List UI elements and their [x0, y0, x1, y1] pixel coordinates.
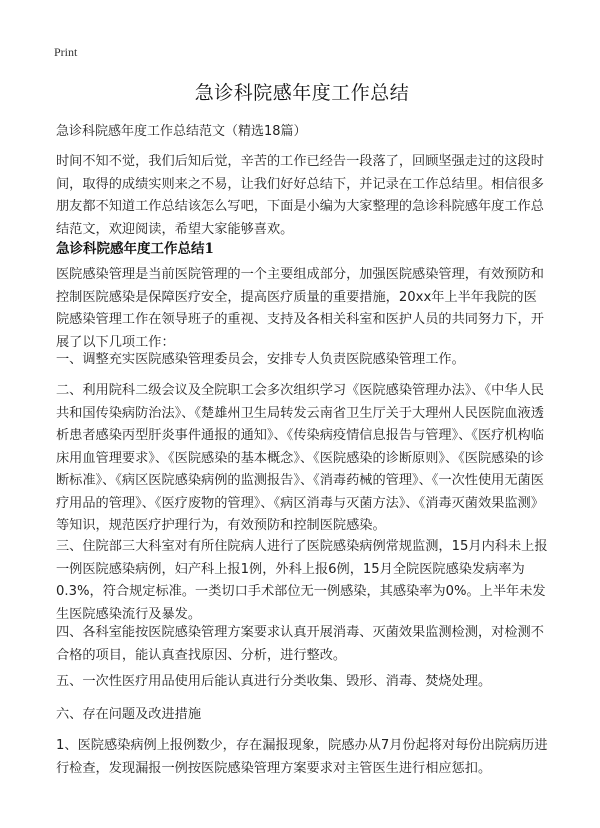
document-title: 急诊科院感年度工作总结	[194, 82, 410, 104]
paragraph-item-6-1: 1、医院感染病例上报例数少，存在漏报现象，院感办从7月份起将对每份出院病历进行检查，发现漏报一例按医院感染管理方案要求对主管医生进行相应惩扣。	[56, 738, 548, 776]
paragraph-item-2: 二、利用院科二级会议及全院职工会多次组织学习《医院感染管理办法》、《中华人民共和国传染病防治法》、《楚雄州卫生局转发云南省卫生厅关于大理州人民医院血液透析患者感染丙型肝炎事件通报的通知》、《传染病疫情信息报告与管理》、《医疗机构临床用血管理要求》、《医院感染的基本概念》、《医院感染的诊断原则》、《医院感染的诊断标准》、《病区医院感染病例的监测报告》、《消毒药械的管理》、《一次性使用无菌医疗用品的管理》、《医疗废物的管理》、《病区消毒与灭菌方法》、《消毒灭菌效果监测》等知识，规范医疗护理行为，有效预防和控制医院感染。	[56, 383, 544, 533]
paragraph-item-5: 五、一次性医疗用品使用后能认真进行分类收集、毁形、消毒、焚烧处理。	[56, 674, 492, 689]
section-heading: 急诊科院感年度工作总结1	[56, 241, 214, 257]
paragraph-item-6: 六、存在问题及改进措施	[56, 707, 202, 722]
intro-paragraph: 时间不知不觉，我们后知后觉，辛苦的工作已经告一段落了，回顾坚强走过的这段时间，取得的成绩实则来之不易，让我们好好总结下，并记录在工作总结里。相信很多朋友都不知道工作总结该怎么写吧，下面是小编为大家整理的急诊科院感年度工作总结范文，欢迎阅读，希望大家能够喜欢。	[56, 154, 544, 237]
print-link[interactable]: Print	[54, 45, 78, 59]
paragraph-item-3: 三、住院部三大科室对有所住院病人进行了医院感染病例常规监测，15月内科未上报一例医院感染病例，妇产科上报1例，外科上报6例，15月全院医院感染发病率为0.3%，符合规定标准。一类切口手术部位无一例感染，其感染率为0%。上半年未发生医院感染流行及暴发。	[56, 539, 548, 622]
paragraph-item-4: 四、各科室能按医院感染管理方案要求认真开展消毒、灭菌效果监测检测，对检测不合格的项目，能认真查找原因、分析，进行整改。	[56, 625, 544, 663]
paragraph-overview: 医院感染管理是当前医院管理的一个主要组成部分，加强医院感染管理，有效预防和控制医院感染是保障医疗安全，提高医疗质量的重要措施，20xx年上半年我院的医院感染管理工作在领导班子的重视、支持及各相关科室和医护人员的共同努力下，开展了以下几项工作：	[56, 267, 544, 350]
document-subtitle: 急诊科院感年度工作总结范文（精选18篇）	[56, 124, 307, 139]
paragraph-item-1: 一、调整充实医院感染管理委员会，安排专人负责医院感染管理工作。	[56, 352, 465, 367]
